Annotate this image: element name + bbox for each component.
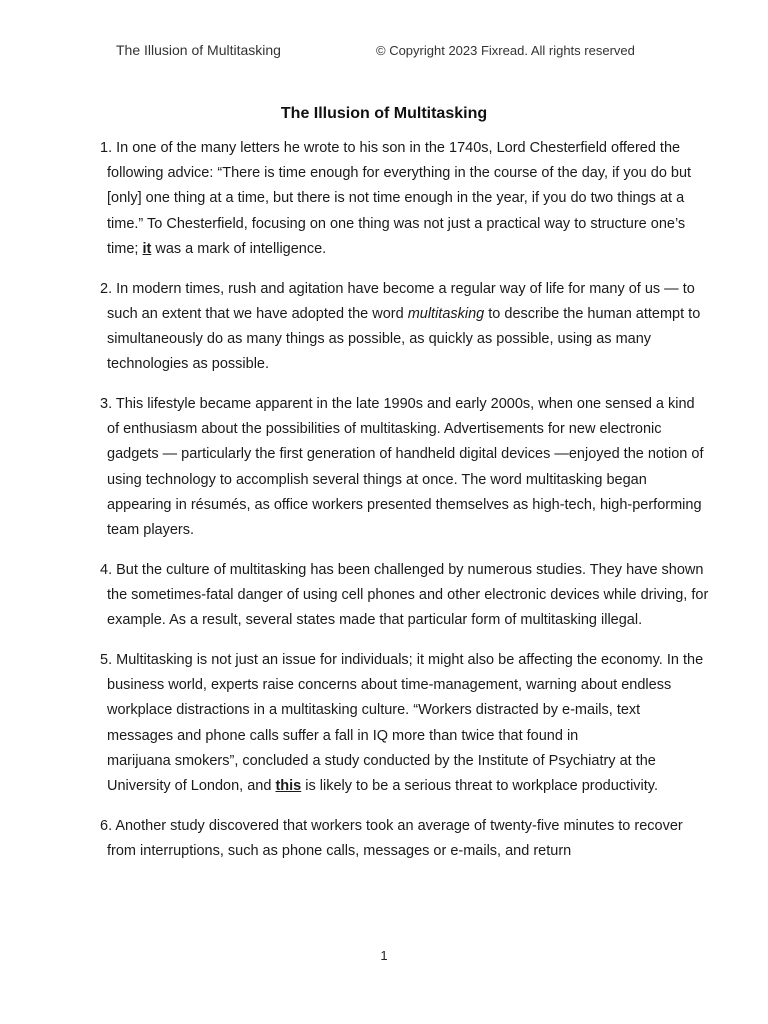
paragraph-3: 3. This lifestyle became apparent in the late 1990s and early 2000s, when one sensed a kind of enthusiasm about the possibilities of multitasking. Advertisements for new electronic gadgets — particularly the first generation of handheld digital devices —enjoyed the notion of using technology to accomplish several things at once. The word multitasking began appearing in résumés, as office workers presented themselves as high-tech, high-performing team players. xyxy=(100,396,704,539)
paragraph-1-text-b: was a mark of intelligence. xyxy=(151,240,327,257)
paragraph-2-text-b: to describe the human attempt to simultaneously do as many things as possible, as quickly as possible, using as many technologies as possible. xyxy=(107,305,701,373)
emphasis-this: this xyxy=(275,778,302,795)
paragraph-5-text-b: marijuana smokers”, concluded a study conducted by the Institute of Psychiatry at the University of London, and xyxy=(107,752,656,795)
paragraph-5-text-c: is likely to be a serious threat to workplace productivity. xyxy=(301,778,659,795)
page-number: 1 xyxy=(380,948,388,963)
paragraph-5 xyxy=(100,648,710,799)
paragraph-1 xyxy=(100,136,710,262)
paragraph-4: 4. But the culture of multitasking has been challenged by numerous studies. They have shown the sometimes-fatal danger of using cell phones and other electronic devices while driving, for example. As a result, several states made that particular form of multitasking illegal. xyxy=(100,561,709,629)
document-title: The Illusion of Multitasking xyxy=(280,105,488,122)
page-header xyxy=(0,40,768,62)
header-copyright: © Copyright 2023 Fixread. All rights reserved xyxy=(376,43,635,58)
paragraph-2 xyxy=(100,277,710,378)
emphasis-it: it xyxy=(142,240,152,257)
document-body xyxy=(100,136,710,879)
paragraph-1-text-a: 1. In one of the many letters he wrote to his son in the 1740s, Lord Chesterfield offered the following advice: “There is time enough for everything in the course of the day, if you do but [only] one thing at a time, but there is not time enough in the year, if you do two things at a time.” To Chesterfield, focusing on one thing was not just a practical way to structure one’s time; xyxy=(100,140,692,257)
paragraph-2-text-a: 2. In modern times, rush and agitation have become a regular way of life for many of us — to such an extent that we have adopted the word xyxy=(100,280,695,322)
paragraph-6: 6. Another study discovered that workers took an average of twenty-five minutes to recover from interruptions, such as phone calls, messages or e-mails, and return xyxy=(100,817,683,860)
header-title: The Illusion of Multitasking xyxy=(116,42,281,58)
paragraph-5-text-a: 5. Multitasking is not just an issue for individuals; it might also be affecting the economy. In the business world, experts raise concerns about time-management, warning about endless workplace distractions in a multitasking culture. “Workers distracted by e-mails, text messages and phone calls suffer a fall in IQ more than twice that found in xyxy=(100,652,704,744)
italic-multitasking: multitasking xyxy=(407,305,485,322)
